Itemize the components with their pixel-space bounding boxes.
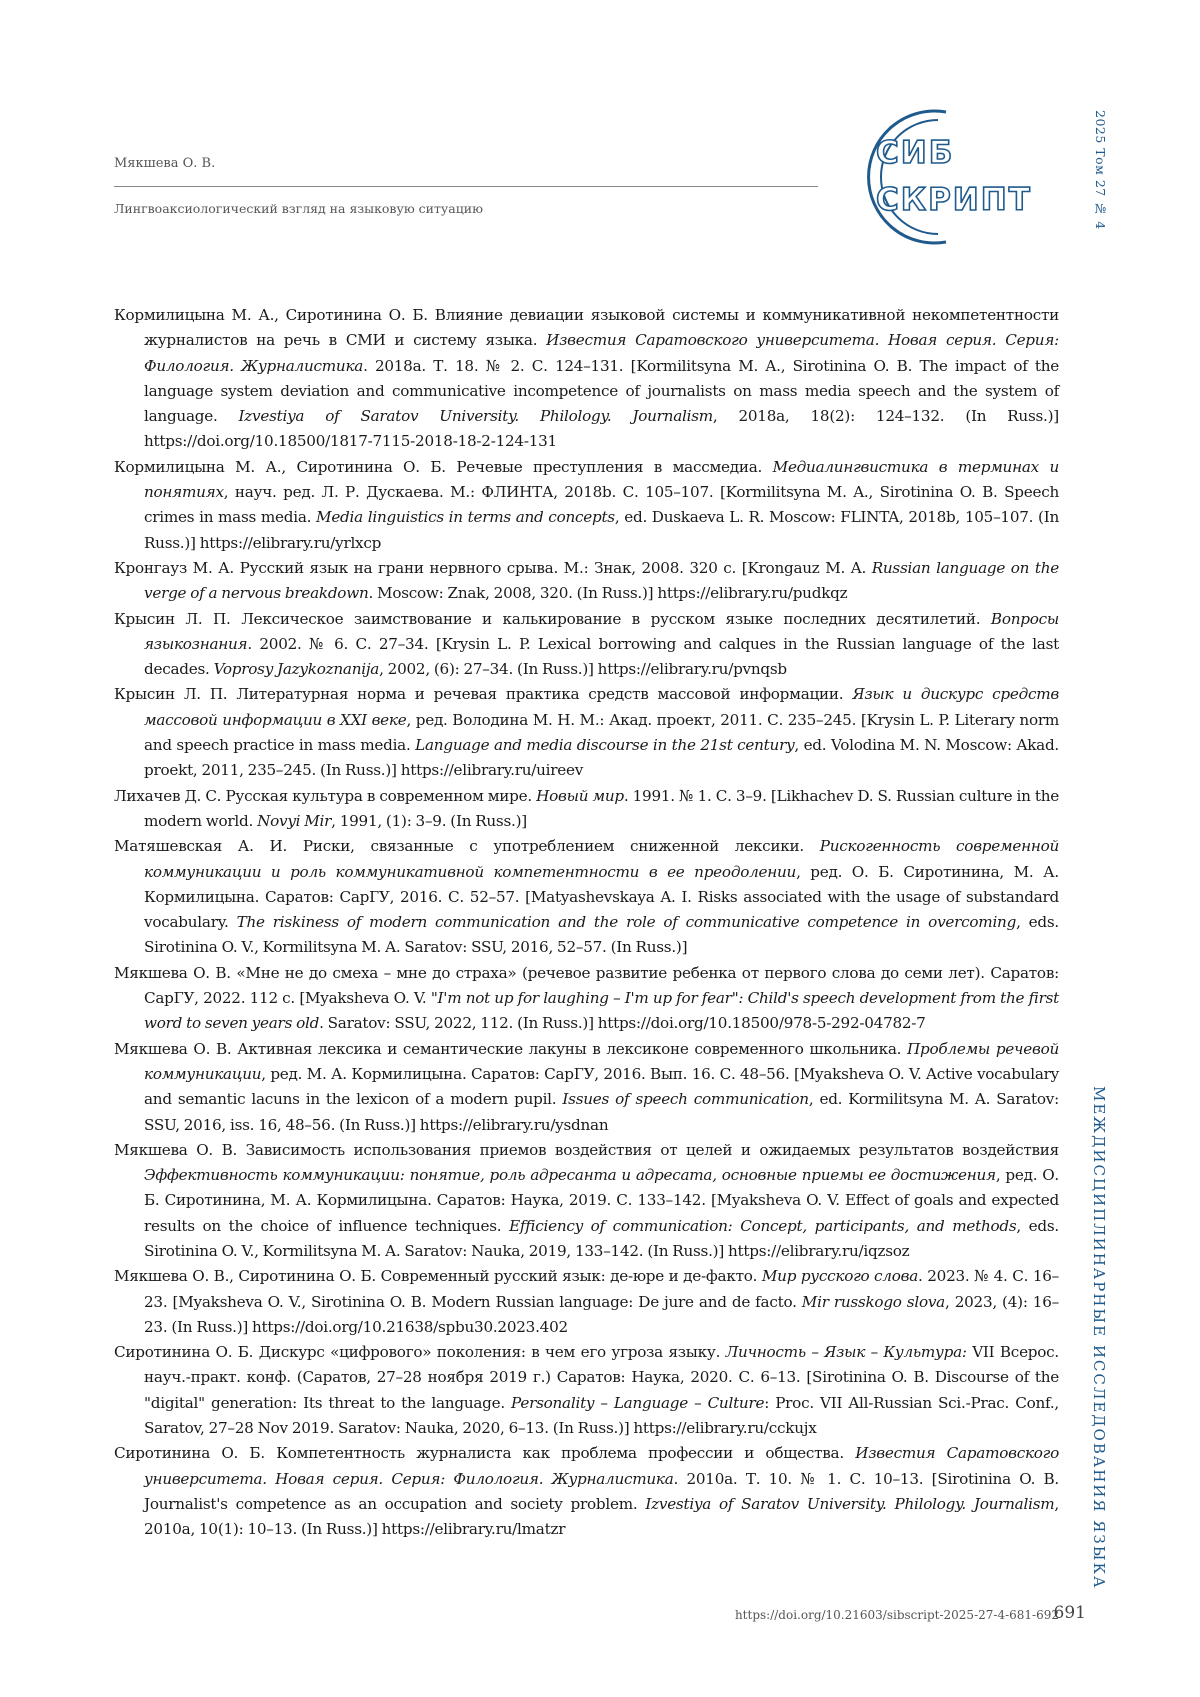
reference-source-title: Рискогенность современной коммуникации и роль коммуникативной компетентности в ее преодолении	[144, 837, 1060, 881]
reference-text: Матяшевская А. И. Риски, связанные с употреблением сниженной лексики.	[114, 837, 820, 856]
reference-text: , ред. О. Б. Сиротинина, М. А. Кормилицына. Саратов: СарГУ, 2016. С. 52–57. [Matyashevskaya A. I. Risks associated with the usage of substandard vocabulary.	[144, 862, 1059, 932]
reference-text: , 1991, (1): 3–9. (In Russ.)]	[331, 811, 527, 830]
reference-source-title: Media linguistics in terms and concepts	[316, 508, 615, 527]
reference-text: Крысин Л. П. Литературная норма и речевая практика средств массовой информации.	[114, 685, 853, 704]
reference-text: Лихачев Д. С. Русская культура в современном мире.	[114, 786, 537, 805]
reference-text: . 2002. № 6. С. 27–34. [Krysin L. P. Lexical borrowing and calques in the Russian language of the last decades.	[144, 634, 1059, 679]
reference-text: : Proc. VII All-Russian Sci.-Prac. Conf., Saratov, 27–28 Nov 2019. Saratov: Nauka, 2020, 6–13. (In Russ.)] https://elibrary.ru/cckujx	[144, 1393, 1059, 1438]
reference-text: Мякшева О. В. Активная лексика и семантические лакуны в лексиконе современного школьника.	[114, 1039, 908, 1058]
reference-text: . Saratov: SSU, 2022, 112. (In Russ.)] https://doi.org/10.18500/978-5-292-04782-7	[319, 1014, 926, 1033]
reference-list	[114, 303, 1059, 1543]
reference-source-title: Personality – Language – Culture	[511, 1393, 765, 1412]
article-doi: https://doi.org/10.21603/sibscript-2025-27-4-681-692	[734, 1608, 1059, 1622]
running-title: Лингвоаксиологический взгляд на языковую ситуацию	[114, 201, 483, 216]
reference-source-title: Efficiency of communication: Concept, participants, and methods	[509, 1216, 1017, 1235]
reference-source-title: Эффективность коммуникации: понятие, роль адресанта и адресата, основные приемы ее достижения	[144, 1166, 996, 1185]
reference-text: , eds. Sirotinina O. V., Kormilitsyna M. A. Saratov: SSU, 2016, 52–57. (In Russ.)]	[144, 913, 1059, 957]
reference-item	[114, 1037, 1059, 1138]
reference-item	[114, 961, 1059, 1037]
reference-text: , ред. О. Б. Сиротинина, М. А. Кормилицына. Саратов: Наука, 2019. С. 133–142. [Myaksheva O. V. Effect of goals and expected results on the choice of influence techniques.	[144, 1166, 1059, 1235]
reference-text: . 2023. № 4. С. 16–23. [Myaksheva O. V., Sirotinina O. B. Modern Russian language: De jure and de facto.	[144, 1267, 1059, 1311]
reference-item	[114, 303, 1059, 455]
reference-text: , ред. М. А. Кормилицына. Саратов: СарГУ, 2016. Вып. 16. С. 48–56. [Myaksheva O. V. Active vocabulary and semantic lacuns in the lexicon of a modern pupil.	[144, 1064, 1059, 1109]
reference-text: , ред. Володина М. Н. М.: Акад. проект, 2011. С. 235–245. [Krysin L. P. Literary norm and speech practice in mass media.	[144, 710, 1060, 755]
reference-text: Мякшева О. В., Сиротинина О. Б. Современный русский язык: де-юре и де-факто.	[114, 1267, 762, 1286]
reference-item	[114, 682, 1059, 783]
reference-text: , ed. Kormilitsyna M. A. Saratov: SSU, 2016, iss. 16, 48–56. (In Russ.)] https://elibrary.ru/ysdnan	[144, 1090, 1059, 1134]
reference-source-title: Язык и дискурс средств массовой информации в XXI веке	[144, 685, 1059, 729]
reference-text: , 2002, (6): 27–34. (In Russ.)] https://elibrary.ru/pvnqsb	[379, 660, 787, 679]
reference-item	[114, 455, 1059, 556]
reference-text: , eds. Sirotinina O. V., Kormilitsyna M. A. Saratov: Nauka, 2019, 133–142. (In Russ.)] https://elibrary.ru/iqzsoz	[144, 1216, 1059, 1260]
reference-text: , 2010a, 10(1): 10–13. (In Russ.)] https://elibrary.ru/lmatzr	[144, 1494, 1059, 1539]
journal-logo	[834, 108, 1064, 246]
logo-text-line1: СИБ	[876, 135, 955, 171]
reference-source-title: Медиалингвистика в терминах и понятиях	[144, 457, 1059, 502]
reference-source-title: Russian language on the verge of a nervous breakdown	[144, 558, 1059, 603]
reference-text: Кронгауз М. А. Русский язык на грани нервного срыва. М.: Знак, 2008. 320 с. [Krongauz M. A.	[114, 558, 872, 577]
reference-item	[114, 607, 1059, 683]
reference-source-title: Известия Саратовского университета. Новая серия. Серия: Филология. Журналистика	[144, 1444, 1059, 1488]
reference-source-title: Mir russkogo slova	[801, 1292, 945, 1311]
section-title: МЕЖДИСЦИПЛИНАРНЫЕ ИССЛЕДОВАНИЯ ЯЗЫКА	[1090, 1086, 1108, 1590]
reference-text: Мякшева О. В. «Мне не до смеха – мне до страха» (речевое развитие ребенка от первого слова до семи лет). Саратов: СарГУ, 2022. 112 с. [Myaksheva O. V.	[114, 963, 1059, 1008]
reference-text: Кормилицына М. А., Сиротинина О. Б. Влияние девиации языковой системы и коммуникативной некомпетентности журналистов на речь в СМИ и систему языка.	[114, 306, 1059, 350]
reference-text: , 2018a, 18(2): 124–132. (In Russ.)] https://doi.org/10.18500/1817-7115-2018-18-2-124-131	[144, 407, 1059, 451]
reference-text: Кормилицына М. А., Сиротинина О. Б. Речевые преступления в массмедиа.	[114, 457, 773, 476]
reference-item	[114, 1441, 1059, 1542]
issue-info: 2025 Том 27 № 4	[1093, 110, 1108, 230]
reference-source-title: Izvestiya of Saratov University. Philology. Journalism	[238, 407, 713, 426]
reference-source-title: Известия Саратовского университета. Новая серия. Серия: Филология. Журналистика	[144, 331, 1059, 375]
reference-source-title: The riskiness of modern communication and the role of communicative competence in overcoming	[236, 913, 1017, 932]
reference-source-title: Проблемы речевой коммуникации	[144, 1039, 1059, 1083]
reference-text: Сиротинина О. Б. Дискурс «цифрового» поколения: в чем его угроза языку.	[114, 1343, 726, 1362]
reference-text: , науч. ред. Л. Р. Дускаева. М.: ФЛИНТА, 2018b. С. 105–107. [Kormilitsyna M. A., Sirotinina O. B. Speech crimes in mass media.	[144, 483, 1059, 527]
reference-text: , 2023, (4): 16–23. (In Russ.)] https://doi.org/10.21638/spbu30.2023.402	[144, 1292, 1059, 1336]
reference-source-title: Личность – Язык – Культура:	[725, 1343, 967, 1362]
reference-item	[114, 784, 1059, 835]
reference-source-title: Вопросы языкознания	[144, 609, 1059, 653]
reference-text: Мякшева О. В. Зависимость использования приемов воздействия от целей и ожидаемых результатов воздействия	[114, 1140, 1059, 1159]
reference-item	[114, 1340, 1059, 1441]
reference-source-title: Novyi Mir	[257, 811, 332, 830]
reference-text: , ed. Duskaeva L. R. Moscow: FLINTA, 2018b, 105–107. (In Russ.)] https://elibrary.ru/yrlxcp	[144, 508, 1059, 552]
reference-source-title: Language and media discourse in the 21st century	[415, 736, 795, 755]
reference-source-title: Voprosy Jazykoznanija	[213, 660, 380, 679]
logo-text-line2: СКРИПТ	[876, 182, 1032, 218]
reference-source-title: Новый мир	[536, 786, 624, 805]
reference-text: . 1991. № 1. С. 3–9. [Likhachev D. S. Russian culture in the modern world.	[144, 786, 1060, 830]
reference-item	[114, 834, 1059, 960]
reference-text: . 2010a. Т. 10. № 1. С. 10–13. [Sirotinina O. B. Journalist's competence as an occupation and society problem.	[144, 1469, 1059, 1513]
reference-text: Крысин Л. П. Лексическое заимствование и калькирование в русском языке последних десятилетий.	[114, 609, 991, 628]
reference-item	[114, 556, 1059, 607]
reference-source-title: "I'm not up for laughing – I'm up for fear": Child's speech development from the first word to seven years old	[144, 989, 1059, 1033]
reference-text: Сиротинина О. Б. Компетентность журналиста как проблема профессии и общества.	[114, 1444, 856, 1463]
reference-text: , ed. Volodina M. N. Moscow: Akad. proekt, 2011, 235–245. (In Russ.)] https://elibrary.ru/uireev	[144, 736, 1059, 780]
header-divider	[114, 186, 818, 187]
reference-item	[114, 1138, 1059, 1264]
reference-source-title: Issues of speech communication	[562, 1090, 809, 1109]
reference-text: VII Всерос. науч.-практ. конф. (Саратов, 27–28 ноября 2019 г.) Саратов: Наука, 2020. С. 6–13. [Sirotinina O. B. Discourse of the "digital" generation: Its threat to the language.	[144, 1343, 1060, 1412]
reference-source-title: Izvestiya of Saratov University. Philology. Journalism	[645, 1494, 1055, 1513]
reference-source-title: Мир русского слова	[761, 1267, 919, 1286]
reference-text: . Moscow: Znak, 2008, 320. (In Russ.)] https://elibrary.ru/pudkqz	[368, 584, 848, 603]
author-name: Мякшева О. В.	[114, 156, 216, 171]
reference-item	[114, 1264, 1059, 1340]
page-number: 691	[1053, 1603, 1086, 1623]
reference-text: . 2018a. Т. 18. № 2. С. 124–131. [Kormilitsyna M. A., Sirotinina O. B. The impact of the language system deviation and communicative incompetence of journalists on mass media speech and the system of language.	[144, 356, 1059, 426]
